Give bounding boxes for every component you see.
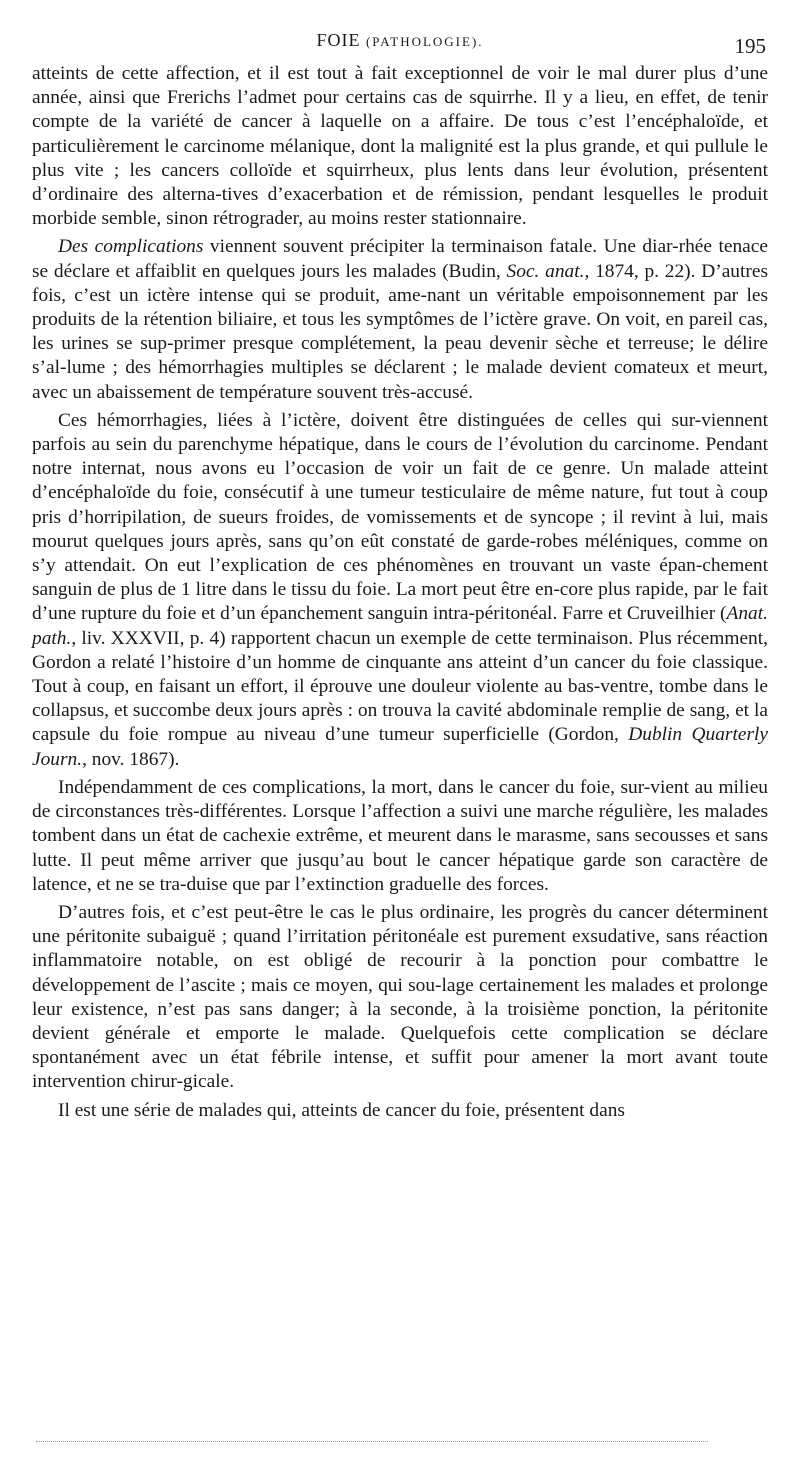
section-title: FOIE [316, 30, 361, 50]
paragraph [32, 1099, 768, 1123]
italic-text: Des complications [58, 236, 204, 258]
paragraph [32, 901, 768, 1095]
body-text [32, 62, 768, 1123]
text-run: , 1874, p. 22). D’autres fois, c’est un ictère intense qui se produit, ame-nant un véritable empoisonnement par les produits de la rétention biliaire, et tous les symptômes de l’ictère grave. On voit, en pareil cas, les urines se sup-primer presque complétement, la peau devenir sèche et terreuse; le délire s’al-lume ; des hémorrhagies multiples se déclarent ; le malade devient comateux et meurt, avec un abaissement de température souvent très-accusé. [32, 260, 769, 403]
paragraph [32, 776, 768, 897]
paragraph [32, 409, 768, 772]
text-run: D’autres fois, et c’est peut-être le cas le plus ordinaire, les progrès du cancer déterminent une péritonite subaiguë ; quand l’irritation péritonéale est purement exsudative, sans réaction inflammatoire notable, on est obligé de recourir à la ponction pour combattre le développement de l’ascite ; mais ce moyen, qui sou-lage certainement les malades et prolonge leur existence, n’est pas sans danger; à la seconde, à la troisième ponction, la péritonite devient générale et emporte le malade. Quelquefois cette complication se déclare spontanément avec un état fébrile intense, et suffit pour amener la mort avant toute intervention chirur-gicale. [32, 901, 768, 1093]
text-run: Il est une série de malades qui, atteints de cancer du foie, présentent dans [58, 1099, 625, 1121]
footer-dotted-rule [36, 1441, 708, 1442]
italic-text: Anat. path. [32, 603, 768, 649]
text-run: Ces hémorrhagies, liées à l’ictère, doivent être distinguées de celles qui sur-viennent parfois au sein du parenchyme hépatique, dans le cours de l’évolution du carcinome. Pendant notre internat, nous avons eu l’occasion de voir un fait de ce genre. Un malade atteint d’encéphaloïde du foie, consécutif à une tumeur testiculaire de même nature, fut tout à coup pris d’horripilation, de sueurs froides, de vomissements et de syncope ; il revint à lui, mais mourut quelques jours après, sans qu’on eût constaté de garde-robes méléniques, comme on s’y attendait. On eut l’explication de ces phénomènes en trouvant un vaste épan-chement sanguin de plus de 1 litre dans le tissu du foie. La mort peut être en-core plus rapide, par le fait d’une rupture du foie et d’un épanchement sanguin intra-péritonéal. Farre et Cruveilhier ( [32, 409, 768, 625]
text-run: Indépendamment de ces complications, la mort, dans le cancer du foie, sur-vient au milieu de circonstances très-différentes. Lorsque l’affection a suivi une marche régulière, les malades tombent dans un état de cachexie extrême, et meurent dans le marasme, sans secousses et sans lutte. Il peut même arriver que jusqu’au bout le cancer hépatique garde son caractère de latence, et ne se tra-duise que par l’extinction graduelle des forces. [32, 776, 768, 895]
paragraph [32, 235, 768, 404]
text-run: viennent souvent précipiter la terminaison fatale. Une diar-rhée tenace se déclare et affaiblit en quelques jours les malades (Budin, [32, 236, 769, 282]
italic-text: Soc. anat. [506, 260, 585, 282]
section-subtitle: (PATHOLOGIE). [365, 34, 484, 49]
text-run: atteints de cette affection, et il est tout à fait exceptionnel de voir le mal durer plus d’une année, ainsi que Frerichs l’admet pour certains cas de squirrhe. Il y a lieu, en effet, de tenir compte de la variété de cancer à laquelle on a affaire. De tous c’est l’encéphaloïde, et particulièrement le carcinome mélanique, dont la malignité est la plus grande, et qui pullule le plus vite ; les cancers colloïde et squirrheux, plus lents dans leur évolution, présentent d’ordinaire des alterna-tives d’exacerbation et de rémission, pendant lesquelles le produit morbide semble, sinon rétrograder, au moins rester stationnaire. [32, 63, 768, 230]
running-title [32, 30, 768, 51]
italic-text: Dublin Quarterly Journ. [32, 724, 768, 770]
running-head [32, 30, 768, 56]
text-run: , nov. 1867). [82, 748, 180, 770]
page [32, 0, 768, 1480]
paragraph [32, 62, 768, 231]
page-number: 195 [734, 34, 766, 58]
text-run: , liv. XXXVII, p. 4) rapportent chacun un exemple de cette terminaison. Plus récemment, Gordon a relaté l’histoire d’un homme de cinquante ans atteint d’un cancer du foie classique. Tout à coup, en faisant un effort, il éprouve une douleur violente au bas-ventre, tombe dans le collapsus, et succombe deux jours après : on trouva la cavité abdominale remplie de sang, et la capsule du foie rompue au niveau d’une tumeur superficielle (Gordon, [32, 627, 768, 746]
